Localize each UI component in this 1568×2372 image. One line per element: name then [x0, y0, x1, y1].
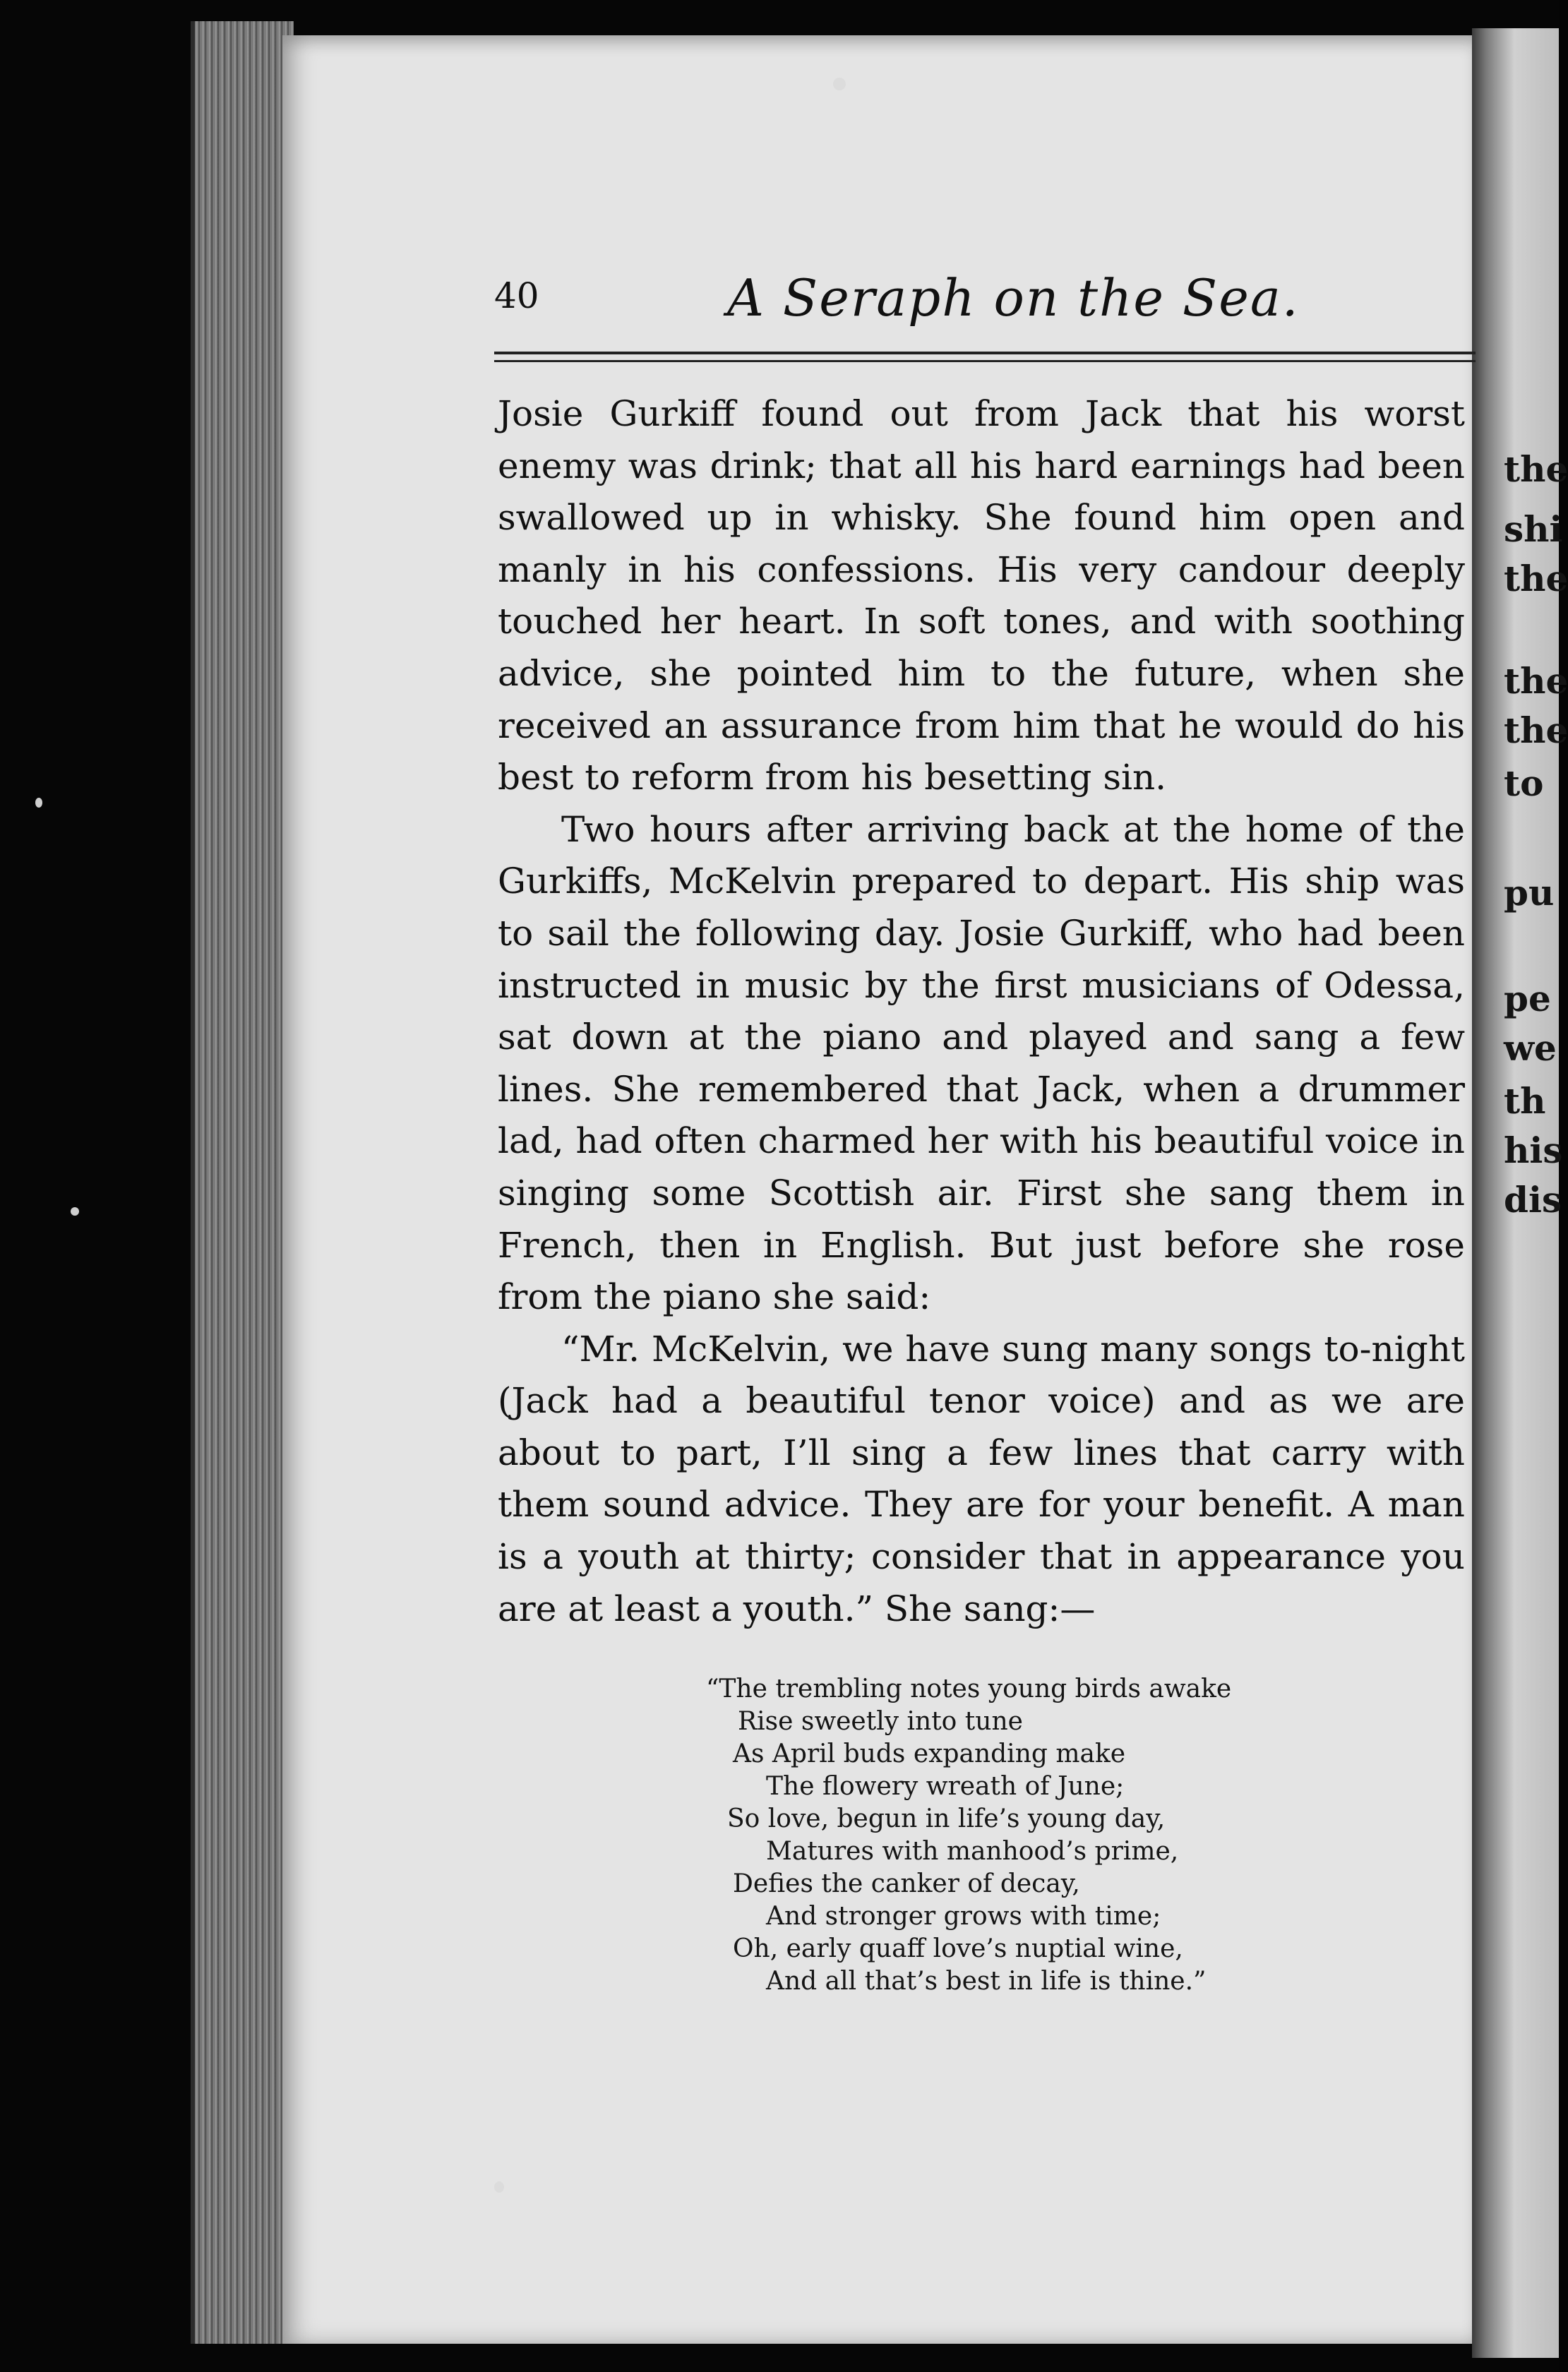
paragraph: “Mr. McKelvin, we have sung many songs to-night (Jack had a beautiful tenor voice) and as we are about to part, I’ll sing a few lines that carry with them sound advice. They are for your benefit. A man is a youth at thirty; consider that in appearance you are at least a youth.” She sang:—	[498, 1328, 1465, 1629]
verse-line: And all that’s best in life is thine.”	[766, 1967, 1207, 1996]
facing-page-fragment: pu	[1504, 872, 1555, 914]
verse-line: The flowery wreath of June;	[766, 1772, 1125, 1801]
facing-page-fragment: the	[1504, 448, 1568, 490]
facing-page-fragment: the	[1504, 558, 1568, 599]
verse	[706, 1673, 1412, 1998]
dust-speck	[494, 2181, 504, 2193]
page-header	[494, 268, 1468, 339]
verse-line: So love, begun in life’s young day,	[727, 1804, 1166, 1833]
paragraph: Josie Gurkiff found out from Jack that his worst enemy was drink; that all his hard earnings had been swallowed up in whisky. She found him open and manly in his confessions. His very candour deeply touched her heart. In soft tones, and with soothing advice, she pointed him to the future, when she received an assurance from him that he would do his best to reform from his besetting sin.	[498, 393, 1465, 798]
verse-line: “The trembling notes young birds awake	[706, 1675, 1232, 1703]
header-rule	[494, 360, 1476, 362]
facing-page-fragment: shi	[1504, 508, 1563, 550]
paragraph: Two hours after arriving back at the home of the Gurkiffs, McKelvin prepared to depart. His ship was to sail the following day. Josie Gurkiff, who had been instructed in music by the first musicians of Odessa, sat down at the piano and played and sang a few lines. She remembered that Jack, when a drummer lad, had often charmed her with his beautiful voice in singing some Scottish air. First she sang them in French, then in English. But just before she rose from the piano she said:	[498, 808, 1465, 1318]
verse-line: Rise sweetly into tune	[738, 1707, 1023, 1736]
verse-line: Matures with manhood’s prime,	[766, 1837, 1179, 1866]
verse-line: Defies the canker of decay,	[733, 1869, 1080, 1898]
facing-page-fragment: the	[1504, 709, 1568, 751]
facing-page-fragment: the	[1504, 660, 1568, 702]
dust-speck	[71, 1207, 79, 1216]
dust-speck	[833, 78, 846, 90]
facing-page-fragment: pe	[1504, 978, 1551, 1019]
facing-page-fragment: we	[1504, 1027, 1557, 1069]
dust-speck	[35, 798, 42, 808]
verse-line: And stronger grows with time;	[766, 1902, 1161, 1931]
facing-page-fragment: to	[1504, 762, 1544, 804]
header-rule	[494, 352, 1476, 354]
verse-line: Oh, early quaff love’s nuptial wine,	[733, 1934, 1183, 1963]
facing-page-fragment: his	[1504, 1130, 1563, 1171]
verse-line: As April buds expanding make	[733, 1739, 1126, 1768]
running-title: A Seraph on the Sea.	[727, 268, 1300, 328]
facing-page-fragment: th	[1504, 1080, 1546, 1122]
page-number: 40	[494, 275, 539, 316]
book-page-edges	[191, 21, 294, 2344]
facing-page-fragment: dis	[1504, 1179, 1562, 1221]
body-text	[498, 388, 1465, 1673]
